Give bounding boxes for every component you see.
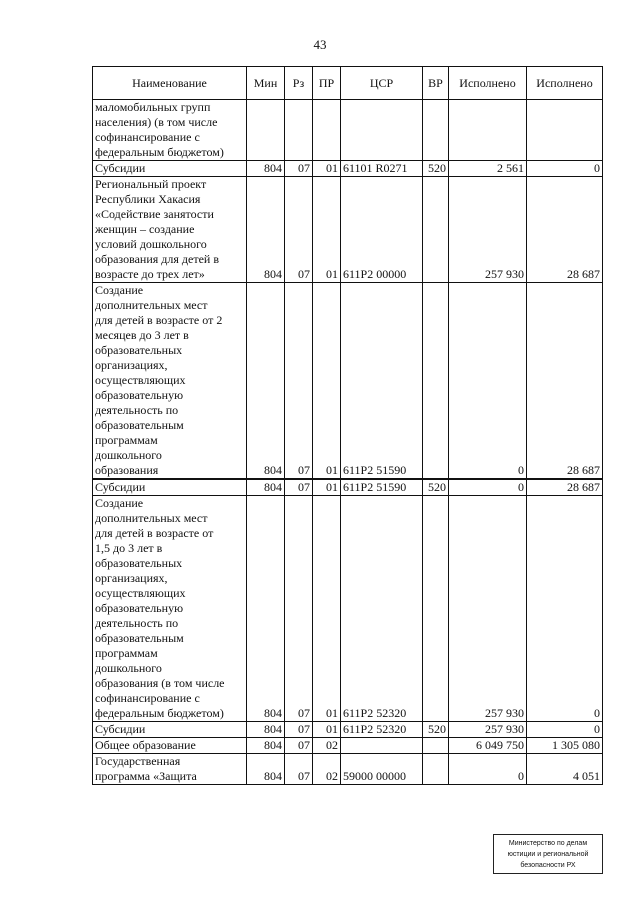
cell-min	[247, 100, 285, 161]
cell-rz	[285, 100, 313, 161]
cell-vr	[423, 283, 449, 480]
table-row	[93, 283, 603, 480]
cell-pr: 01	[313, 161, 341, 177]
cell-exec1: 0	[449, 479, 527, 496]
cell-name: маломобильных групп населения) (в том числе софинансирование с федеральным бюджетом)	[93, 100, 247, 161]
cell-exec2: 28 687	[527, 177, 603, 283]
cell-vr	[423, 496, 449, 722]
cell-rz: 07	[285, 283, 313, 480]
cell-vr: 520	[423, 722, 449, 738]
cell-min: 804	[247, 177, 285, 283]
cell-pr: 01	[313, 479, 341, 496]
cell-min: 804	[247, 738, 285, 754]
cell-rz: 07	[285, 479, 313, 496]
cell-pr	[313, 100, 341, 161]
cell-csr: 611P2 51590	[341, 479, 423, 496]
cell-exec2: 0	[527, 722, 603, 738]
header-name: Наименование	[93, 67, 247, 100]
cell-name: Субсидии	[93, 479, 247, 496]
cell-pr: 01	[313, 722, 341, 738]
cell-exec2	[527, 100, 603, 161]
cell-name: Региональный проект Республики Хакасия «Содействие занятости женщин – создание условий дошкольного образования для детей в возрасте до трех лет»	[93, 177, 247, 283]
cell-vr: 520	[423, 161, 449, 177]
budget-table	[92, 66, 603, 785]
cell-csr: 611P2 52320	[341, 496, 423, 722]
table-row	[93, 479, 603, 496]
cell-csr	[341, 100, 423, 161]
header-executed-1: Исполнено	[449, 67, 527, 100]
cell-min: 804	[247, 161, 285, 177]
table-row	[93, 496, 603, 722]
cell-pr: 01	[313, 496, 341, 722]
cell-vr	[423, 100, 449, 161]
table-row	[93, 177, 603, 283]
cell-exec2: 1 305 080	[527, 738, 603, 754]
cell-exec1: 6 049 750	[449, 738, 527, 754]
cell-exec1: 0	[449, 283, 527, 480]
cell-csr: 61101 R0271	[341, 161, 423, 177]
cell-csr: 59000 00000	[341, 754, 423, 785]
cell-min: 804	[247, 722, 285, 738]
cell-rz: 07	[285, 177, 313, 283]
page-number: 43	[313, 37, 327, 52]
cell-exec2: 4 051	[527, 754, 603, 785]
cell-min: 804	[247, 479, 285, 496]
table-row	[93, 722, 603, 738]
cell-rz: 07	[285, 754, 313, 785]
cell-exec1: 257 930	[449, 496, 527, 722]
cell-pr: 02	[313, 738, 341, 754]
cell-pr: 01	[313, 283, 341, 480]
cell-min: 804	[247, 283, 285, 480]
table-row	[93, 738, 603, 754]
cell-vr	[423, 177, 449, 283]
cell-name: Государственная программа «Защита	[93, 754, 247, 785]
cell-vr	[423, 754, 449, 785]
header-csr: ЦСР	[341, 67, 423, 100]
table-row	[93, 754, 603, 785]
stamp-line: Министерство по делам	[508, 840, 588, 847]
cell-csr: 611P2 52320	[341, 722, 423, 738]
cell-name: Создание дополнительных мест для детей в возрасте от 1,5 до 3 лет в образовательных организациях, осуществляющих образовательную деятельность по образовательным программам дошкольного образования (в том числе софинансирование с федеральным бюджетом)	[93, 496, 247, 722]
ministry-stamp	[493, 834, 603, 874]
table-row	[93, 100, 603, 161]
cell-exec1: 257 930	[449, 722, 527, 738]
cell-csr: 611P2 00000	[341, 177, 423, 283]
cell-exec2: 28 687	[527, 479, 603, 496]
cell-exec1	[449, 100, 527, 161]
cell-rz: 07	[285, 738, 313, 754]
cell-pr: 01	[313, 177, 341, 283]
cell-name: Субсидии	[93, 161, 247, 177]
cell-vr	[423, 738, 449, 754]
cell-name: Общее образование	[93, 738, 247, 754]
cell-min: 804	[247, 496, 285, 722]
stamp-line: безопасности РХ	[520, 862, 576, 869]
cell-csr: 611P2 51590	[341, 283, 423, 480]
header-min: Мин	[247, 67, 285, 100]
cell-csr	[341, 738, 423, 754]
cell-exec2: 0	[527, 161, 603, 177]
stamp-line: юстиции и региональной	[507, 851, 589, 858]
cell-min: 804	[247, 754, 285, 785]
table-header-row	[93, 67, 603, 100]
cell-vr: 520	[423, 479, 449, 496]
cell-name: Субсидии	[93, 722, 247, 738]
cell-name: Создание дополнительных мест для детей в возрасте от 2 месяцев до 3 лет в образовательных организациях, осуществляющих образовательную деятельность по образовательным программам дошкольного образования	[93, 283, 247, 480]
cell-rz: 07	[285, 496, 313, 722]
cell-exec1: 2 561	[449, 161, 527, 177]
cell-rz: 07	[285, 161, 313, 177]
header-pr: ПР	[313, 67, 341, 100]
header-executed-2: Исполнено	[527, 67, 603, 100]
header-rz: Рз	[285, 67, 313, 100]
cell-exec2: 0	[527, 496, 603, 722]
cell-exec2: 28 687	[527, 283, 603, 480]
cell-pr: 02	[313, 754, 341, 785]
table-row	[93, 161, 603, 177]
cell-exec1: 0	[449, 754, 527, 785]
cell-rz: 07	[285, 722, 313, 738]
cell-exec1: 257 930	[449, 177, 527, 283]
header-vr: ВР	[423, 67, 449, 100]
